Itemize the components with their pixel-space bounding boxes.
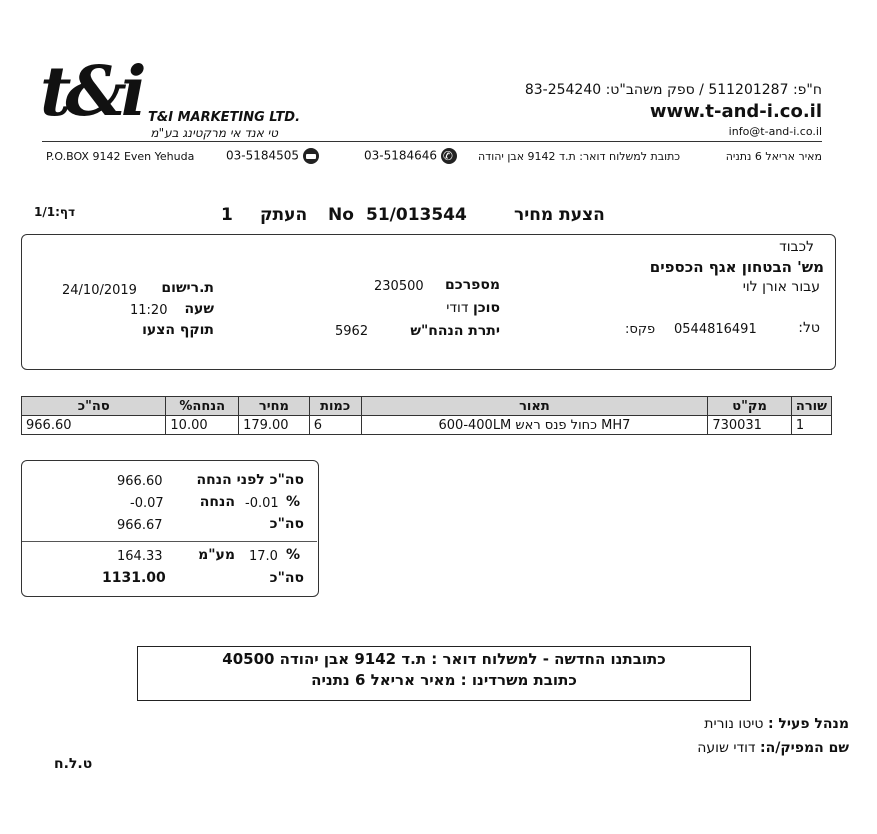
vat-line: ח"פ: 511201287 / ספק משהב"ט: 83-254240 xyxy=(524,82,822,98)
validity-label: תוקף הצעו xyxy=(142,322,214,338)
discount-label: הנחה xyxy=(199,494,235,510)
discount-pct-value: -0.01 xyxy=(245,496,279,511)
before-discount-label: סה"כ לפני הנחה xyxy=(196,472,304,488)
subtotal-value: 966.67 xyxy=(117,518,163,533)
totals-divider xyxy=(22,541,317,542)
tlh-note: ט.ל.ח xyxy=(54,756,93,772)
fax-number: 03-5184505 xyxy=(226,148,319,164)
manager-name: טיטו נורית xyxy=(704,716,764,732)
col-header-price: מחיר xyxy=(239,397,310,416)
customer-phone: 0544816491 xyxy=(674,322,757,337)
col-header-sku: מק"ט xyxy=(708,397,792,416)
manager-row xyxy=(704,716,849,732)
discount-pct-sign: % xyxy=(286,494,301,510)
vat-pct-value: 17.0 xyxy=(249,549,278,564)
cell-qty: 6 xyxy=(309,416,361,435)
agent-label: סוכן xyxy=(472,300,500,316)
cell-discount: 10.00 xyxy=(166,416,239,435)
vat-value: 164.33 xyxy=(117,549,163,564)
col-header-total: סה"כ xyxy=(22,397,166,416)
customer-phone-label: טל: xyxy=(798,320,820,336)
cell-sku: 730031 xyxy=(708,416,792,435)
col-header-row: שורה xyxy=(791,397,831,416)
po-box-en: P.O.BOX 9142 Even Yehuda xyxy=(46,150,195,163)
doc-title: הצעת מחיר xyxy=(514,205,605,225)
vat-label: מע"מ xyxy=(198,547,235,563)
items-table xyxy=(21,396,832,435)
page-indicator: דף:1/1 xyxy=(34,205,76,219)
notice-line-1: כתובתנו החדשה - למשלוח דואר : ת.ד 9142 אבן יהודה 40500 xyxy=(222,650,666,668)
vat-pct-sign: % xyxy=(286,547,301,563)
col-header-desc: תאור xyxy=(361,397,708,416)
col-header-discount: %הנחה xyxy=(166,397,239,416)
to-label: לכבוד xyxy=(779,239,814,255)
cell-row: 1 xyxy=(791,416,831,435)
table-header-row xyxy=(22,397,832,416)
agent-value: דודי xyxy=(446,300,469,316)
before-discount-value: 966.60 xyxy=(117,474,163,489)
table-row xyxy=(22,416,832,435)
website[interactable]: www.t-and-i.co.il xyxy=(649,101,822,122)
discount-balance-value: 5962 xyxy=(335,324,369,339)
copy-label: העתק xyxy=(260,205,308,225)
cell-price: 179.00 xyxy=(239,416,310,435)
reg-date-label: ת.רישום xyxy=(161,280,214,296)
ref-label: מספרכם xyxy=(445,277,500,293)
subtotal-label: סה"כ xyxy=(269,516,304,532)
customer-name: מש' הבטחון אגף הכספים xyxy=(649,258,824,276)
customer-box xyxy=(21,234,836,370)
logo-mark: t&i xyxy=(40,52,141,132)
customer-fax-label: פקס: xyxy=(625,322,656,337)
time-value: 11:20 xyxy=(130,303,168,318)
ref-value: 230500 xyxy=(374,279,424,294)
header-divider xyxy=(42,141,822,142)
grand-total-value: 1131.00 xyxy=(102,570,166,586)
phone-icon: ✆ xyxy=(441,148,457,164)
grand-total-label: סה"כ xyxy=(269,570,304,586)
discount-balance-label: יתרת הנהח"ש xyxy=(410,323,500,339)
company-name-he: טי אנד אי מרקטינג בע"מ xyxy=(150,126,278,140)
mail-address: כתובת למשלוח דואר: ת.ד 9142 אבן יהודה xyxy=(478,150,681,163)
phone-number: 03-5184646 ✆ xyxy=(364,148,457,164)
office-address: מאיר אריאל 6 נתניה xyxy=(725,150,822,163)
doc-number: 51/013544 xyxy=(366,205,467,225)
agent-row xyxy=(446,300,500,316)
producer-name: דודי שועה xyxy=(697,740,756,756)
producer-row xyxy=(697,740,849,756)
cell-total: 966.60 xyxy=(22,416,166,435)
reg-date-value: 24/10/2019 xyxy=(62,283,137,298)
time-label: שעה xyxy=(184,301,214,317)
company-name-en: T&I MARKETING LTD. xyxy=(148,110,301,125)
notice-line-2: כתובת משרדינו : מאיר אריאל 6 נתניה xyxy=(311,671,577,689)
fax-icon xyxy=(303,148,319,164)
doc-no-label: No xyxy=(328,205,354,225)
manager-label: מנהל פעיל : xyxy=(767,716,849,732)
discount-value: -0.07 xyxy=(130,496,164,511)
copy-number: 1 xyxy=(221,205,233,225)
email[interactable]: info@t-and-i.co.il xyxy=(728,125,822,138)
producer-label: שם המפיק/ה: xyxy=(760,740,849,756)
cell-desc: MH7 כחול פנס ראש 600-400LM xyxy=(361,416,708,435)
col-header-qty: כמות xyxy=(309,397,361,416)
customer-attn: עבור אורן לוי xyxy=(742,279,820,295)
